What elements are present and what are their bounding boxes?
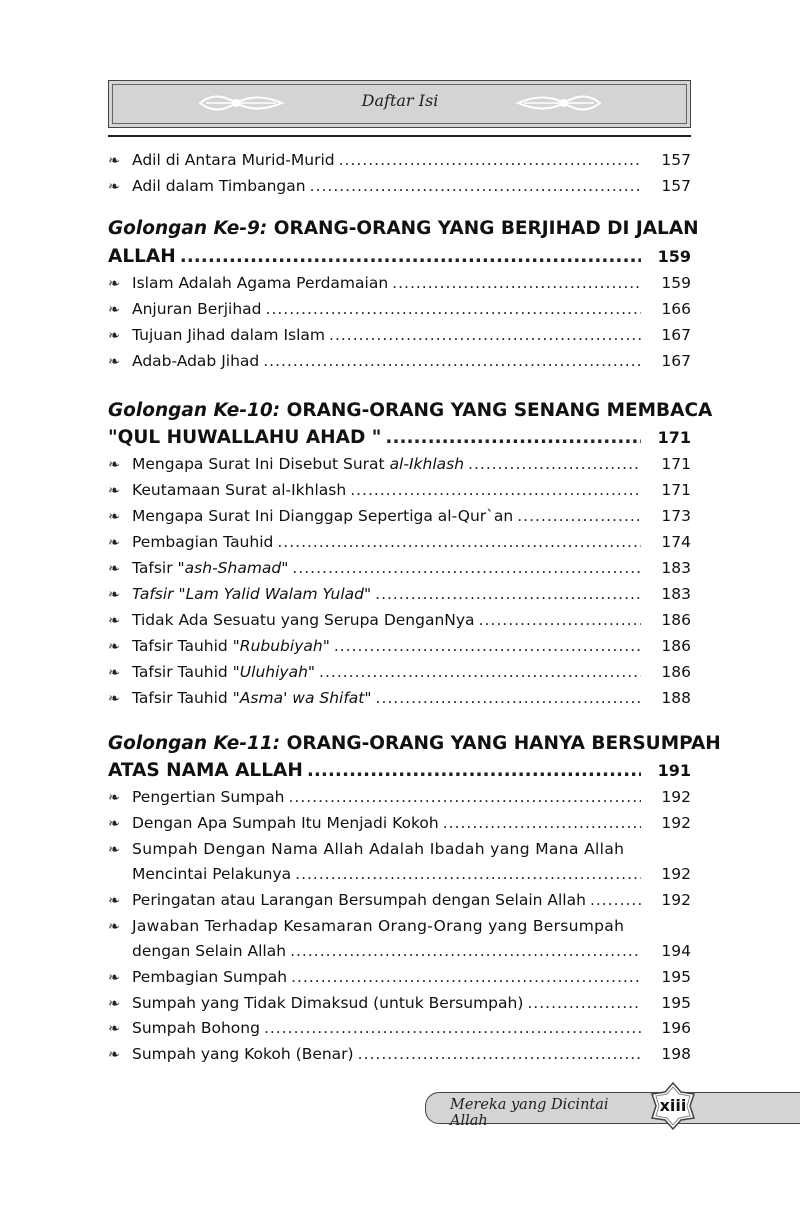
floral-leaf-icon: ❧ [108,509,120,525]
toc-entry-page: 174 [661,533,691,551]
floral-leaf-icon: ❧ [108,639,120,655]
toc-entry-title: Adil dalam Timbangan [132,177,306,195]
toc-entry-page: 196 [661,1019,691,1037]
toc-entry-page: 194 [661,942,691,960]
toc-entry[interactable] [108,173,691,199]
toc-entry-page: 195 [661,994,691,1012]
toc-entry-page: 173 [661,507,691,525]
footer-book-title: Mereka yang Dicintai Allah [450,1097,609,1129]
floral-leaf-icon: ❧ [108,1021,120,1037]
section-page: 171 [657,428,691,447]
section-page: 159 [657,247,691,266]
dot-leader [266,296,642,322]
toc-entry-page: 167 [661,326,691,344]
toc-entry-page: 192 [661,788,691,806]
floral-leaf-icon: ❧ [108,483,120,499]
floral-leaf-icon: ❧ [108,665,120,681]
dot-leader [319,659,641,685]
toc-entry[interactable] [108,270,691,296]
dot-leader [264,1015,641,1041]
toc-entry-title-italic: Tafsir "Lam Yalid Walam Yulad" [132,585,372,603]
floral-leaf-icon: ❧ [108,535,120,551]
toc-entry[interactable] [108,607,691,633]
floral-leaf-icon: ❧ [108,302,120,318]
toc-entry-page: 198 [661,1045,691,1063]
toc-entry-title: Pembagian Sumpah [132,968,288,986]
dot-leader [295,861,641,887]
toc-entry[interactable] [108,296,691,322]
toc-entry-title: Sumpah Bohong [132,1019,260,1037]
toc-entry-title: Tafsir Tauhid " [132,689,240,707]
floral-leaf-icon: ❧ [108,691,120,707]
toc-entry-title: Tafsir Tauhid " [132,663,240,681]
toc-entry-title-italic: Uluhiyah [239,663,308,681]
toc-entry[interactable] [108,477,691,503]
toc-entry[interactable] [108,322,691,348]
section-heading[interactable] [108,396,713,426]
dot-leader [517,503,641,529]
dot-leader [277,529,641,555]
section-title-line2: "QUL HUWALLAHU AHAD " [108,427,382,448]
toc-entry-title: Anjuran Berjihad [132,300,262,318]
toc-entry-page: 188 [661,689,691,707]
toc-entry[interactable] [108,451,691,477]
toc-entry-line1[interactable] [108,913,691,939]
section-label: Golongan Ke-11: [108,733,281,754]
dot-leader [329,322,641,348]
floral-leaf-icon: ❧ [108,587,120,603]
dot-leader [291,964,641,990]
section-heading-line2[interactable] [108,243,691,271]
floral-leaf-icon: ❧ [108,1047,120,1063]
toc-entry[interactable] [108,633,691,659]
toc-entry-page: 186 [661,663,691,681]
toc-entry-title-italic: al-Ikhlash [389,455,465,473]
floral-leaf-icon: ❧ [108,613,120,629]
toc-entry-title: Sumpah Dengan Nama Allah Adalah Ibadah yang Mana Allah [132,840,625,858]
toc-entry-page: 167 [661,352,691,370]
toc-entry-title: Mengapa Surat Ini Disebut Surat [132,455,390,473]
section-title-line2: ATAS NAMA ALLAH [108,760,303,781]
toc-entry-title: Tafsir " [132,559,185,577]
toc-entry-page: 171 [661,481,691,499]
toc-entry-title: Jawaban Terhadap Kesamaran Orang-Orang yang Bersumpah [132,917,625,935]
section-heading[interactable] [108,214,699,244]
toc-entry-title-suffix: " [364,689,372,707]
toc-entry[interactable] [108,1041,691,1067]
toc-entry-page: 183 [661,559,691,577]
toc-entry[interactable] [108,964,691,990]
toc-entry[interactable] [108,348,691,374]
toc-entry-title: Peringatan atau Larangan Bersumpah dengan Selain Allah [132,891,586,909]
toc-entry-title: Tafsir Tauhid " [132,637,240,655]
toc-entry-title: Pembagian Tauhid [132,533,274,551]
toc-entry-page: 192 [661,891,691,909]
floral-leaf-icon: ❧ [108,561,120,577]
toc-entry-title: Keutamaan Surat al-Ikhlash [132,481,347,499]
toc-entry-line2[interactable] [108,861,691,887]
section-title-line1: ORANG-ORANG YANG HANYA BERSUMPAH [286,733,721,754]
floral-leaf-icon: ❧ [108,354,120,370]
toc-entry-title: Sumpah yang Tidak Dimaksud (untuk Bersumpah) [132,994,524,1012]
toc-entry[interactable] [108,887,691,913]
dot-leader [290,938,641,964]
running-header-title: Daftar Isi [361,91,439,110]
toc-entry-page: 186 [661,637,691,655]
toc-entry-title-continued: Mencintai Pelakunya [132,865,292,883]
toc-entry-title: Sumpah yang Kokoh (Benar) [132,1045,354,1063]
dot-leader [358,1041,641,1067]
section-label: Golongan Ke-10: [108,400,281,421]
dot-leader [334,633,641,659]
toc-entry[interactable] [108,147,691,173]
dot-leader [590,887,641,913]
toc-entry[interactable] [108,503,691,529]
toc-entry-title-suffix: " [281,559,289,577]
toc-entry-title: Tujuan Jihad dalam Islam [132,326,326,344]
toc-entry-title: Mengapa Surat Ini Dianggap Sepertiga al-Qur`an [132,507,514,525]
page-number: xiii [659,1096,687,1115]
toc-entry-title: Dengan Apa Sumpah Itu Menjadi Kokoh [132,814,439,832]
floral-leaf-icon: ❧ [108,328,120,344]
toc-entry-title: Adil di Antara Murid-Murid [132,151,335,169]
floral-leaf-icon: ❧ [108,790,120,806]
section-title-line1: ORANG-ORANG YANG SENANG MEMBACA [286,400,713,421]
toc-entry-title-continued: dengan Selain Allah [132,942,287,960]
toc-entry-title: Adab-Adab Jihad [132,352,260,370]
dot-leader [339,147,641,173]
dot-leader [527,990,641,1016]
dot-leader [376,685,641,711]
header-rule [108,135,691,137]
toc-entry-title-italic: ash-Shamad [184,559,282,577]
toc-entry-page: 195 [661,968,691,986]
toc-entry-page: 192 [661,865,691,883]
dot-leader [288,784,641,810]
dot-leader [310,173,641,199]
dot-leader [468,451,641,477]
toc-entry-title-suffix: " [307,663,316,681]
toc-entry-page: 157 [661,151,691,169]
toc-entry-page: 183 [661,585,691,603]
floral-leaf-icon: ❧ [108,457,120,473]
dot-leader [392,270,641,296]
toc-entry[interactable] [108,555,691,581]
dot-leader [263,348,641,374]
section-heading[interactable] [108,729,721,759]
dot-leader [385,424,641,452]
floral-leaf-icon: ❧ [108,153,120,169]
floral-leaf-icon: ❧ [108,893,120,909]
floral-leaf-icon: ❧ [108,919,120,935]
toc-entry-page: 186 [661,611,691,629]
dot-leader [180,243,641,271]
section-label: Golongan Ke-9: [108,218,268,239]
section-page: 191 [657,761,691,780]
toc-entry-title: Islam Adalah Agama Perdamaian [132,274,389,292]
toc-entry-title-suffix: " [322,637,330,655]
toc-entry[interactable] [108,685,691,711]
toc-entry-page: 192 [661,814,691,832]
toc-entry[interactable] [108,659,691,685]
toc-entry-title: Pengertian Sumpah [132,788,285,806]
toc-entry-title-italic: Asma' wa Shifat [239,689,365,707]
toc-entry-page: 159 [661,274,691,292]
toc-entry[interactable] [108,581,691,607]
toc-entry[interactable] [108,810,691,836]
floral-leaf-icon: ❧ [108,816,120,832]
floral-leaf-icon: ❧ [108,179,120,195]
dot-leader [375,581,641,607]
toc-entry-page: 171 [661,455,691,473]
floral-leaf-icon: ❧ [108,276,120,292]
toc-entry-title: Tidak Ada Sesuatu yang Serupa DenganNya [132,611,475,629]
dot-leader [307,757,641,785]
floral-leaf-icon: ❧ [108,996,120,1012]
toc-entry-line1[interactable] [108,836,691,862]
toc-entry-page: 157 [661,177,691,195]
floral-leaf-icon: ❧ [108,842,120,858]
section-heading-line2[interactable] [108,424,691,452]
dot-leader [292,555,641,581]
floral-leaf-icon: ❧ [108,970,120,986]
toc-entry-title-italic: Rububiyah [239,637,323,655]
section-title-line1: ORANG-ORANG YANG BERJIHAD DI JALAN [273,218,699,239]
dot-leader [443,810,641,836]
section-heading-line2[interactable] [108,757,691,785]
toc-entry[interactable] [108,529,691,555]
dot-leader [350,477,641,503]
toc-entry[interactable] [108,1015,691,1041]
toc-entry-line2[interactable] [108,938,691,964]
dot-leader [479,607,641,633]
toc-entry[interactable] [108,990,691,1016]
toc-entry-page: 166 [661,300,691,318]
toc-entry[interactable] [108,784,691,810]
section-title-line2: ALLAH [108,246,176,267]
